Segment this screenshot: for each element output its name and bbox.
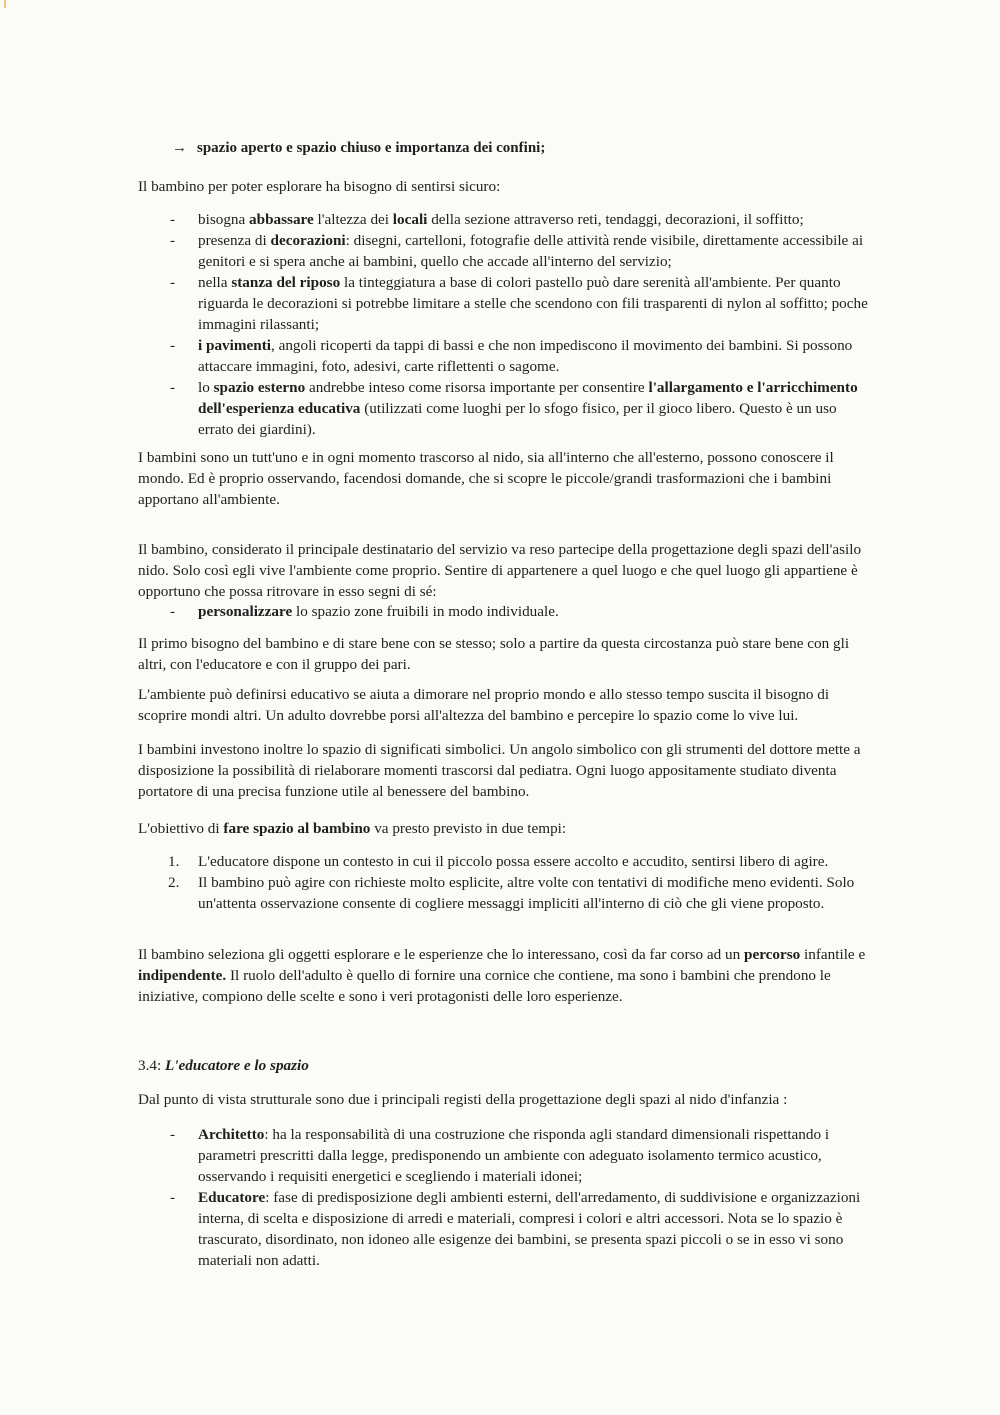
list-registi [138, 1124, 873, 1271]
list-item: 2. Il bambino può agire con richieste molto esplicite, altre volte con tentativi di modifiche meno evidenti. Solo un'attenta osservazione consente di cogliere messaggi impliciti all'interno di ciò che gli viene proposto. [168, 874, 855, 912]
numbered-list [138, 851, 873, 914]
list-item: 1. L'educatore dispone un contesto in cui il piccolo possa essere accolto e accudito, sentirsi libero di agire. [168, 853, 829, 870]
list-item: - Educatore: fase di predisposizione degli ambienti esterni, dell'arredamento, di suddivisione e organizzazioni interna, di scelta e disposizione di arredi e materiali, compresi i colori e altri accessori. Nota se lo spazio è trascurato, disordinato, non idoneo alle esigenze dei bambini, se presenta spazi piccoli o se in esso vi sono materiali non adatti. [138, 1187, 873, 1271]
paragraph: Il bambino, considerato il principale destinatario del servizio va reso partecipe della progettazione degli spazi dell'asilo nido. Solo così egli vive l'ambiente come proprio. Sentire di appartenere a quel luogo e che quel luogo gli appartiene è opportuno che possa ritrovare in esso segni di sé: [138, 541, 862, 600]
heading-text: spazio aperto e spazio chiuso e importanza dei confini; [197, 140, 546, 156]
section-title: 3.4: L'educatore e lo spazio [138, 1057, 309, 1074]
arrow-icon: → [172, 140, 187, 156]
bullet-heading [172, 140, 545, 157]
paragraph: I bambini sono un tutt'uno e in ogni momento trascorso al nido, sia all'interno che all'esterno, possono conoscere il mondo. Ed è proprio osservando, facendosi domande, che si scopre le piccole/grandi trasformazioni che i bambini apportano all'ambiente. [138, 449, 834, 508]
paragraph: I bambini investono inoltre lo spazio di significati simbolici. Un angolo simbolico con gli strumenti del dottore mette a disposizione la possibilità di rielaborare momenti trascorsi dal pediatra. Ogni luogo appositamente studiato diventa portatore di una precisa funzione utile al benessere del bambino. [138, 741, 861, 800]
list-spazi [138, 209, 873, 440]
list-item: - Architetto: ha la responsabilità di una costruzione che risponda agli standard dimensionali rispettando i parametri prescritti dalla legge, predisponendo un ambiente con adeguato isolamento termico acustico, osservando i requisiti energetici e scegliendo i materiali idonei; [138, 1124, 873, 1187]
list-item: - personalizzare lo spazio zone fruibili in modo individuale. [138, 601, 873, 622]
intro-paragraph: Il bambino per poter esplorare ha bisogno di sentirsi sicuro: [138, 178, 501, 195]
paragraph: Il primo bisogno del bambino e di stare bene con se stesso; solo a partire da questa circostanza può stare bene con gli altri, con l'educatore e con il gruppo dei pari. [138, 635, 850, 673]
list-personalizzare [138, 601, 873, 622]
list-item: - nella stanza del riposo la tinteggiatura a base di colori pastello può dare serenità all'ambiente. Per quanto riguarda le decorazioni si potrebbe limitare a stelle che scendono con fili trasparenti di nylon al soffitto; poche immagini rilassanti; [138, 272, 873, 335]
list-item: - bisogna abbassare l'altezza dei locali della sezione attraverso reti, tendaggi, decorazioni, il soffitto; [138, 209, 873, 230]
list-item: - lo spazio esterno andrebbe inteso come risorsa importante per consentire l'allargamento e l'arricchimento dell'esperienza educativa (utilizzati come luoghi per lo sfogo fisico, per il gioco libero. Questo è un uso errato dei giardini). [138, 377, 873, 440]
paragraph: L'obiettivo di fare spazio al bambino va presto previsto in due tempi: [138, 820, 567, 837]
paragraph: L'ambiente può definirsi educativo se aiuta a dimorare nel proprio mondo e allo stesso tempo suscita il bisogno di scoprire mondi altri. Un adulto dovrebbe porsi all'altezza del bambino e percepire lo spazio come lo vive lui. [138, 686, 830, 724]
list-item: - i pavimenti, angoli ricoperti da tappi di bassi e che non impediscono il movimento dei bambini. Si possono attaccare immagini, foto, adesivi, carte riflettenti o sagome. [138, 335, 873, 377]
list-item: - presenza di decorazioni: disegni, cartelloni, fotografie delle attività rende visibile, direttamente accessibile ai genitori e si spera anche ai bambini, quello che accade all'interno del servizio; [138, 230, 873, 272]
paragraph: Il bambino seleziona gli oggetti esplorare e le esperienze che lo interessano, così da far corso ad un percorso infantile e indipendente. Il ruolo dell'adulto è quello di fornire una cornice che contiene, ma sono i bambini che prendono le iniziative, compiono delle scelte e sono i veri protagonisti delle loro esperienze. [138, 946, 866, 1005]
scan-mark [4, 0, 6, 8]
paragraph: Dal punto di vista strutturale sono due i principali registi della progettazione degli spazi al nido d'infanzia : [138, 1091, 788, 1108]
